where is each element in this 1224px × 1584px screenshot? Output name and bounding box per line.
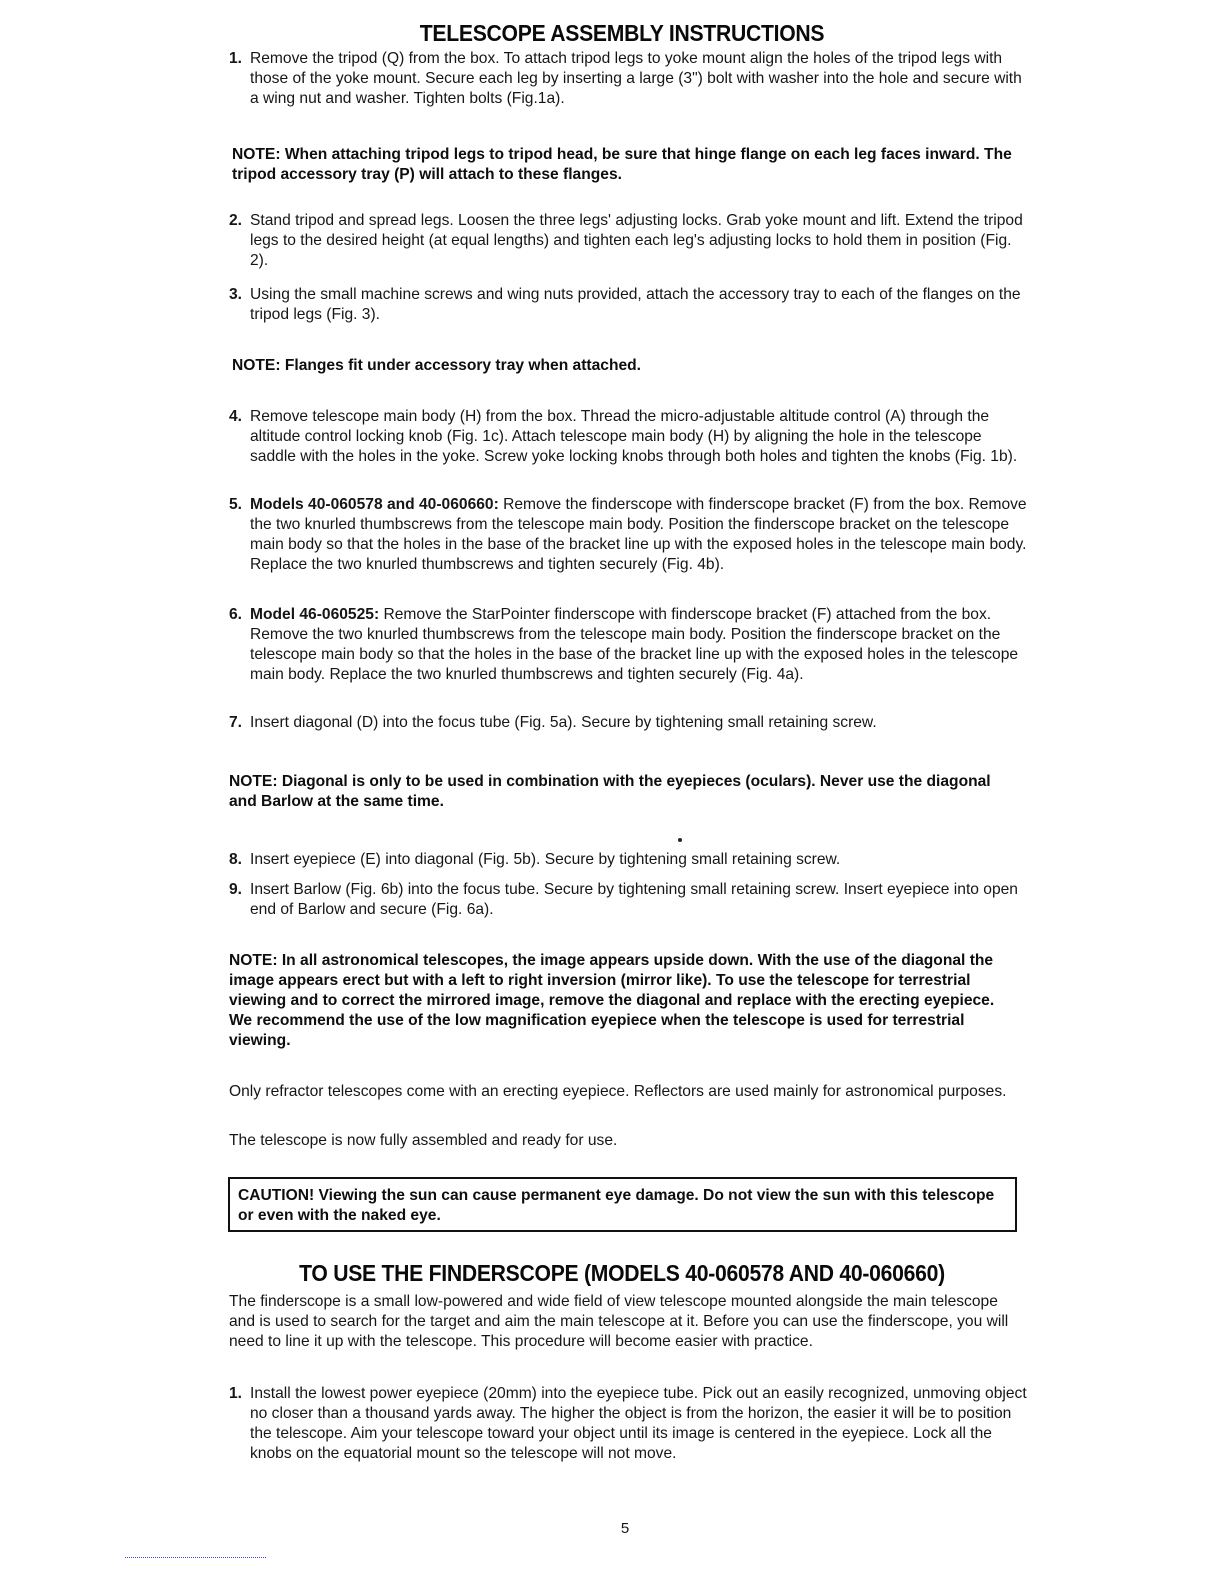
speck — [678, 838, 682, 842]
step-item-4 — [229, 407, 1029, 467]
step-item-8 — [229, 850, 1029, 870]
step-number: 1. — [229, 50, 243, 67]
step-number: 2. — [229, 212, 243, 229]
step-item-9 — [229, 880, 1029, 920]
finderscope-step-item-1 — [229, 1384, 1029, 1464]
step-text: Using the small machine screws and wing nuts provided, attach the accessory tray to each of the flanges on the tripod legs (Fig. 3). — [250, 286, 1021, 323]
step-text: Remove telescope main body (H) from the box. Thread the micro-adjustable altitude control (A) through the altitude control locking knob (Fig. 1c). Attach telescope main body (H) by aligning the hole in the telescope saddle with the holes in the yoke. Screw yoke locking knobs through both holes and tighten the knobs (Fig. 1b). — [250, 408, 1018, 465]
note-tripod-flange: NOTE: When attaching tripod legs to tripod head, be sure that hinge flange on each leg faces inward. The tripod accessory tray (P) will attach to these flanges. — [232, 146, 1012, 183]
paragraph-finderscope-intro: The finderscope is a small low-powered and wide field of view telescope mounted alongside the main telescope and is used to search for the target and aim the main telescope at it. Before you can use the finderscope, you will need to line it up with the telescope. This procedure will become easier with practice. — [229, 1293, 1009, 1350]
step-item-5 — [229, 495, 1029, 575]
step-number: 1. — [229, 1385, 243, 1402]
section-title-finderscope: TO USE THE FINDERSCOPE (MODELS 40-060578 AND 40-060660) — [299, 1260, 945, 1286]
step-text: Install the lowest power eyepiece (20mm) into the eyepiece tube. Pick out an easily recognized, unmoving object no closer than a thousand yards away. The higher the object is from the horizon, the easier it will be to position the telescope. Aim your telescope toward your object until its image is centered in the eyepiece. Lock all the knobs on the equatorial mount so the telescope will not move. — [250, 1385, 1027, 1462]
step-text — [250, 495, 1029, 575]
paragraph-erecting-eyepiece: Only refractor telescopes come with an erecting eyepiece. Reflectors are used mainly for astronomical purposes. — [229, 1083, 1007, 1100]
step-item-3 — [229, 285, 1029, 325]
step-text — [250, 605, 1029, 685]
step-number: 6. — [229, 606, 243, 623]
note-flanges: NOTE: Flanges fit under accessory tray when attached. — [232, 357, 642, 374]
step-number: 3. — [229, 286, 243, 303]
step-text: Insert eyepiece (E) into diagonal (Fig. 5b). Secure by tightening small retaining screw. — [250, 851, 841, 868]
step-number: 5. — [229, 496, 243, 513]
step-item-2 — [229, 211, 1029, 271]
step-body: Remove the finderscope with finderscope bracket (F) from the box. Remove the two knurled thumbscrews from the telescope main body. Position the finderscope bracket on the telescope main body so that the holes in the base of the bracket line up with the exposed holes in the telescope main body. Replace the two knurled thumbscrews and tighten securely (Fig. 4b). — [250, 496, 1027, 573]
step-item-6 — [229, 605, 1029, 685]
page-number: 5 — [620, 1520, 630, 1537]
note-image-orientation: NOTE: In all astronomical telescopes, the image appears upside down. With the use of the diagonal the image appears erect but with a left to right inversion (mirror like). To use the telescope for terrestrial viewing and to correct the mirrored image, remove the diagonal and replace with the erecting eyepiece. We recommend the use of the low magnification eyepiece when the telescope is used for terrestrial viewing. — [229, 952, 995, 1049]
step-number: 4. — [229, 408, 243, 425]
step-text: Stand tripod and spread legs. Loosen the three legs' adjusting locks. Grab yoke mount and lift. Extend the tripod legs to the desired height (at equal lengths) and tighten each leg's adjusting locks to hold them in position (Fig. 2). — [250, 212, 1023, 269]
step-text: Remove the tripod (Q) from the box. To attach tripod legs to yoke mount align the holes of the tripod legs with those of the yoke mount. Secure each leg by inserting a large (3") bolt with washer into the hole and secure with a wing nut and washer. Tighten bolts (Fig.1a). — [250, 50, 1022, 107]
step-text: Insert Barlow (Fig. 6b) into the focus tube. Secure by tightening small retaining screw. Insert eyepiece into open end of Barlow and secure (Fig. 6a). — [250, 881, 1018, 918]
note-diagonal: NOTE: Diagonal is only to be used in combination with the eyepieces (oculars). Never use the diagonal and Barlow at the same time. — [229, 773, 991, 810]
step-number: 7. — [229, 714, 243, 731]
step-item-7 — [229, 713, 1029, 733]
step-number: 9. — [229, 881, 243, 898]
model-label: Model 46-060525: — [250, 606, 380, 623]
page-title: TELESCOPE ASSEMBLY INSTRUCTIONS — [419, 20, 825, 46]
caution-box: CAUTION! Viewing the sun can cause permanent eye damage. Do not view the sun with this telescope or even with the naked eye. — [228, 1177, 1017, 1232]
step-text: Insert diagonal (D) into the focus tube (Fig. 5a). Secure by tightening small retaining screw. — [250, 714, 877, 731]
step-body: Remove the StarPointer finderscope with finderscope bracket (F) attached from the box. Remove the two knurled thumbscrews from the telescope main body. Position the finderscope bracket on the telescope main body so that the holes in the base of the bracket line up with the exposed holes in the telescope main body. Replace the two knurled thumbscrews and tighten securely (Fig. 4a). — [250, 606, 1019, 683]
footer-rule — [125, 1557, 266, 1558]
model-label: Models 40-060578 and 40-060660: — [250, 496, 499, 513]
step-number: 8. — [229, 851, 243, 868]
step-item-1 — [229, 49, 1029, 109]
paragraph-assembled: The telescope is now fully assembled and ready for use. — [229, 1132, 618, 1149]
